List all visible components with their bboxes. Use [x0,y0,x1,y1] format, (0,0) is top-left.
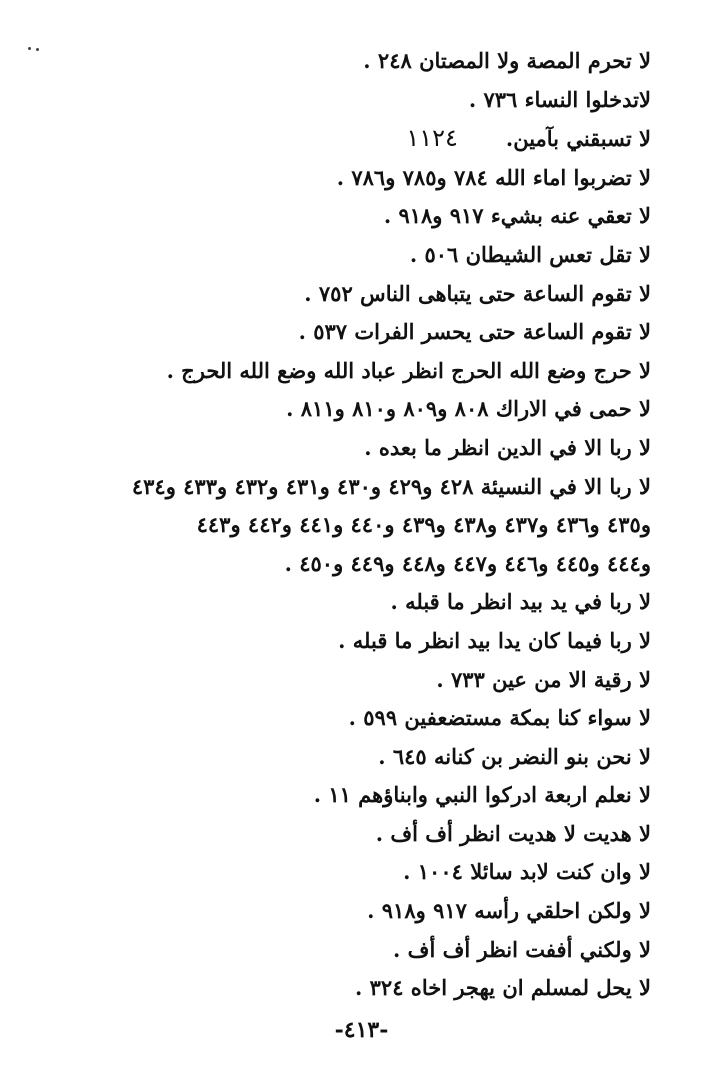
index-entry: لا ربا الا في النسيئة ٤٢٨ و٤٢٩ و٤٣٠ و٤٣١ و٤٣٢ و٤٣٣ و٤٣٤ [131,473,651,499]
index-entry: لا نحن بنو النضر بن كنانه ٦٤٥ . [378,743,651,769]
index-entry: لا هديت لا هديت انظر أف أف . [375,820,651,846]
index-entry: لا ربا في يد بيد انظر ما قبله . [390,589,651,615]
index-entry-text: لا تسبقني بآمين. [505,126,651,152]
index-entry: لا تقوم الساعة حتى يحسر الفرات ٥٣٧ . [298,319,651,345]
index-entry: لا رقية الا من عين ٧٣٣ . [436,666,651,692]
index-entries [51,42,651,1008]
index-entry: لا حمى في الاراك ٨٠٨ و٨٠٩ و٨١٠ و٨١١ . [286,396,651,422]
scan-speck [36,48,39,51]
index-entry: لا ربا الا في الدين انظر ما بعده . [364,434,651,460]
index-entry: لا نعلم اربعة ادركوا النبي وابناؤهم ١١ . [313,782,651,808]
index-entry: لا تضربوا اماء الله ٧٨٤ و٧٨٥ و٧٨٦ . [336,164,651,190]
index-entry: لا ولكني أففت انظر أف أف . [393,936,651,962]
index-entry-continuation: و٤٣٥ و٤٣٦ و٤٣٧ و٤٣٨ و٤٣٩ و٤٤٠ و٤٤١ و٤٤٢ و٤٤٣ [196,512,651,538]
index-entry: لا تعقي عنه بشيء ٩١٧ و٩١٨ . [383,203,651,229]
index-entry: لا يحل لمسلم ان يهجر اخاه ٣٢٤ . [355,975,651,1001]
index-entry: لا ولكن احلقي رأسه ٩١٧ و٩١٨ . [367,898,651,924]
scan-speck [28,47,31,50]
index-entry: لا تحرم المصة ولا المصتان ٢٤٨ . [363,48,651,73]
index-entry: لا تقوم الساعة حتى يتباهى الناس ٧٥٢ . [304,280,651,306]
index-entry-continuation: و٤٤٤ و٤٤٥ و٤٤٦ و٤٤٧ و٤٤٨ و٤٤٩ و٤٥٠ . [284,550,651,576]
index-entry: لا سواء كنا بمكة مستضعفين ٥٩٩ . [348,705,651,731]
index-entry [51,119,651,159]
index-entry: لاتدخلوا النساء ٧٣٦ . [468,86,651,112]
handwritten-note: ١١٢٤ [406,124,458,153]
page-number: -٤١٣- [334,1017,389,1043]
index-entry: لا حرج وضع الله الحرج انظر عباد الله وضع الله الحرج . [166,357,651,383]
index-entry: لا ربا فيما كان يدا بيد انظر ما قبله . [338,627,651,653]
index-entry: لا تقل تعس الشيطان ٥٠٦ . [409,241,651,267]
index-entry: لا وان كنت لابد سائلا ١٠٠٤ . [403,859,651,885]
